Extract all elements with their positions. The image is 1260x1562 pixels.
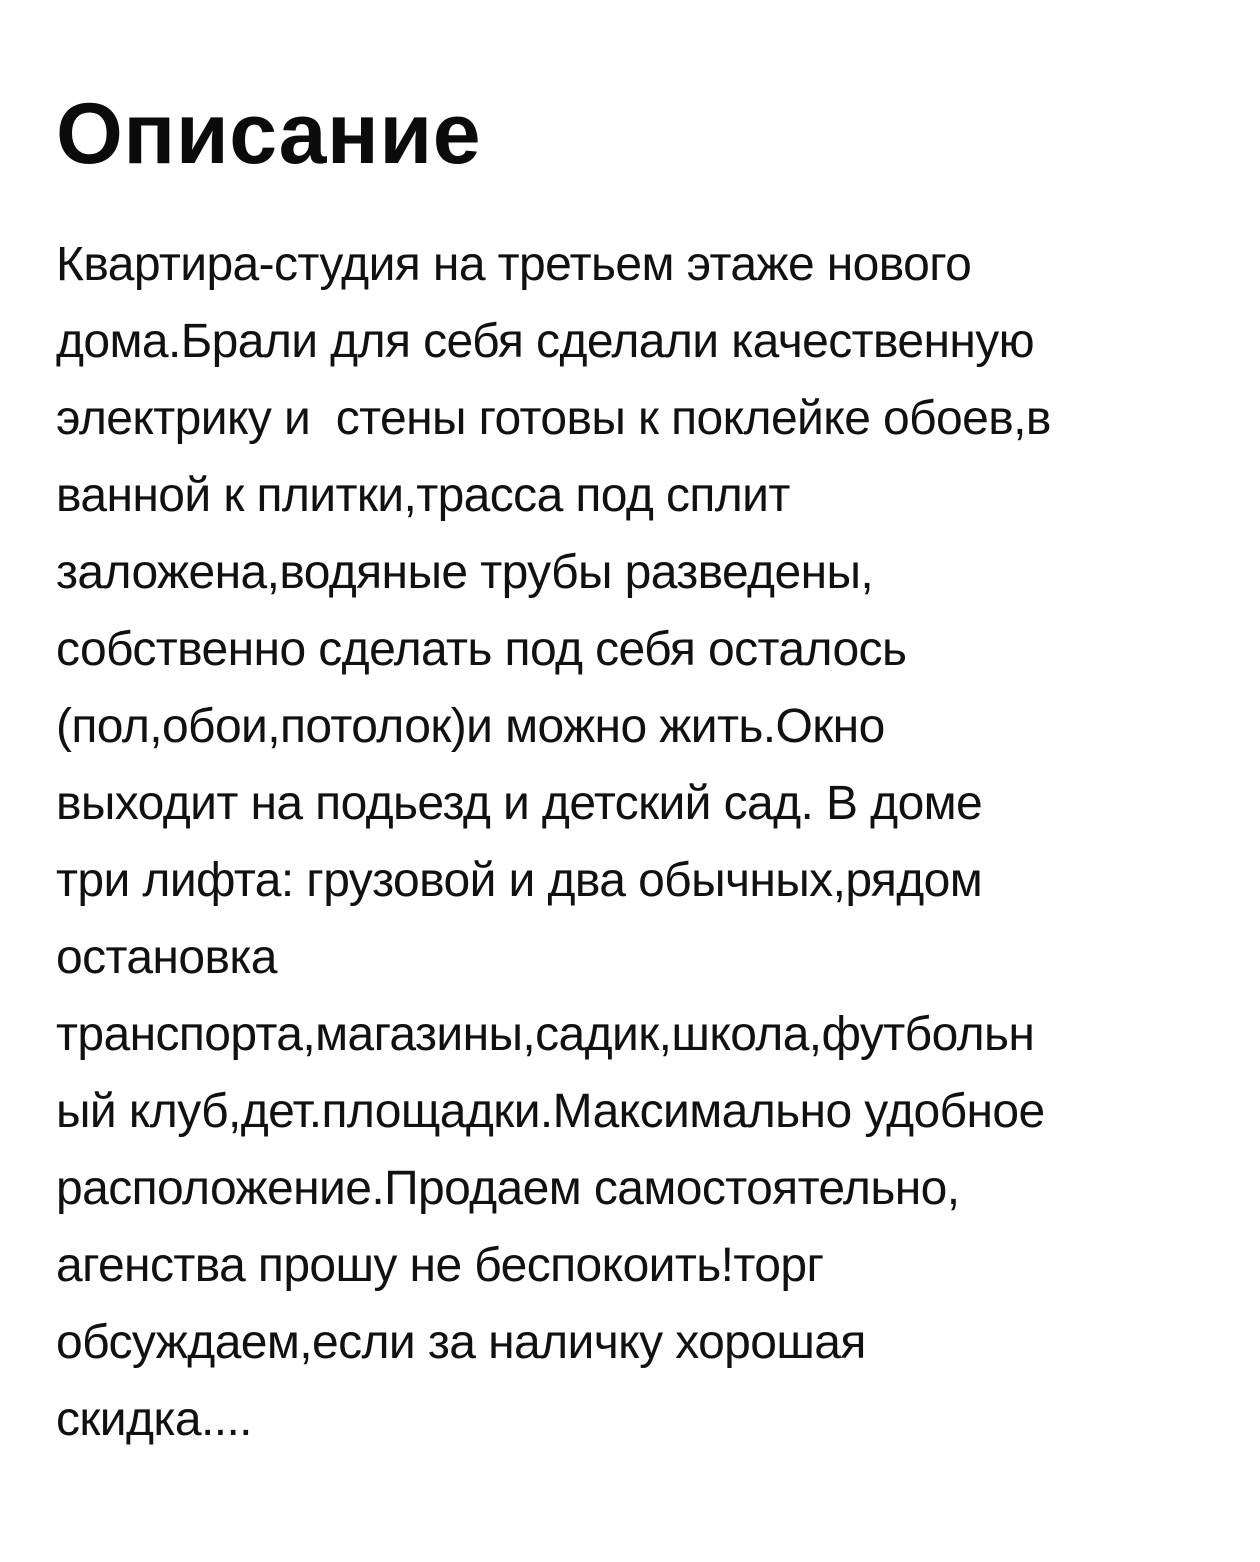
description-line: заложена,водяные трубы разведены, [56, 546, 874, 599]
description-line: выходит на подьезд и детский сад. В доме [56, 777, 983, 830]
description-line: расположение.Продаем самостоятельно, [56, 1162, 960, 1215]
description-line: скидка.... [56, 1393, 252, 1446]
description-line: Квартира-студия на третьем этаже нового [56, 238, 972, 291]
description-section [56, 78, 1226, 1458]
description-line: (пол,обои,потолок)и можно жить.Окно [56, 700, 885, 753]
description-line: электрику и стены готовы к поклейке обоев,в [56, 392, 1051, 445]
description-text [56, 226, 1226, 1458]
description-line: три лифта: грузовой и два обычных,рядом [56, 854, 983, 907]
description-line: обсуждаем,если за наличку хорошая [56, 1316, 866, 1369]
description-line: собственно сделать под себя осталось [56, 623, 907, 676]
description-line: дома.Брали для себя сделали качественную [56, 315, 1035, 368]
description-line: остановка [56, 931, 277, 984]
description-line: ванной к плитки,трасса под сплит [56, 469, 790, 522]
description-line: агенства прошу не беспокоить!торг [56, 1239, 824, 1292]
section-title: Описание [56, 86, 482, 182]
description-line: ый клуб,дет.площадки.Максимально удобное [56, 1085, 1045, 1138]
description-line: транспорта,магазины,садик,школа,футбольн [56, 1008, 1035, 1061]
